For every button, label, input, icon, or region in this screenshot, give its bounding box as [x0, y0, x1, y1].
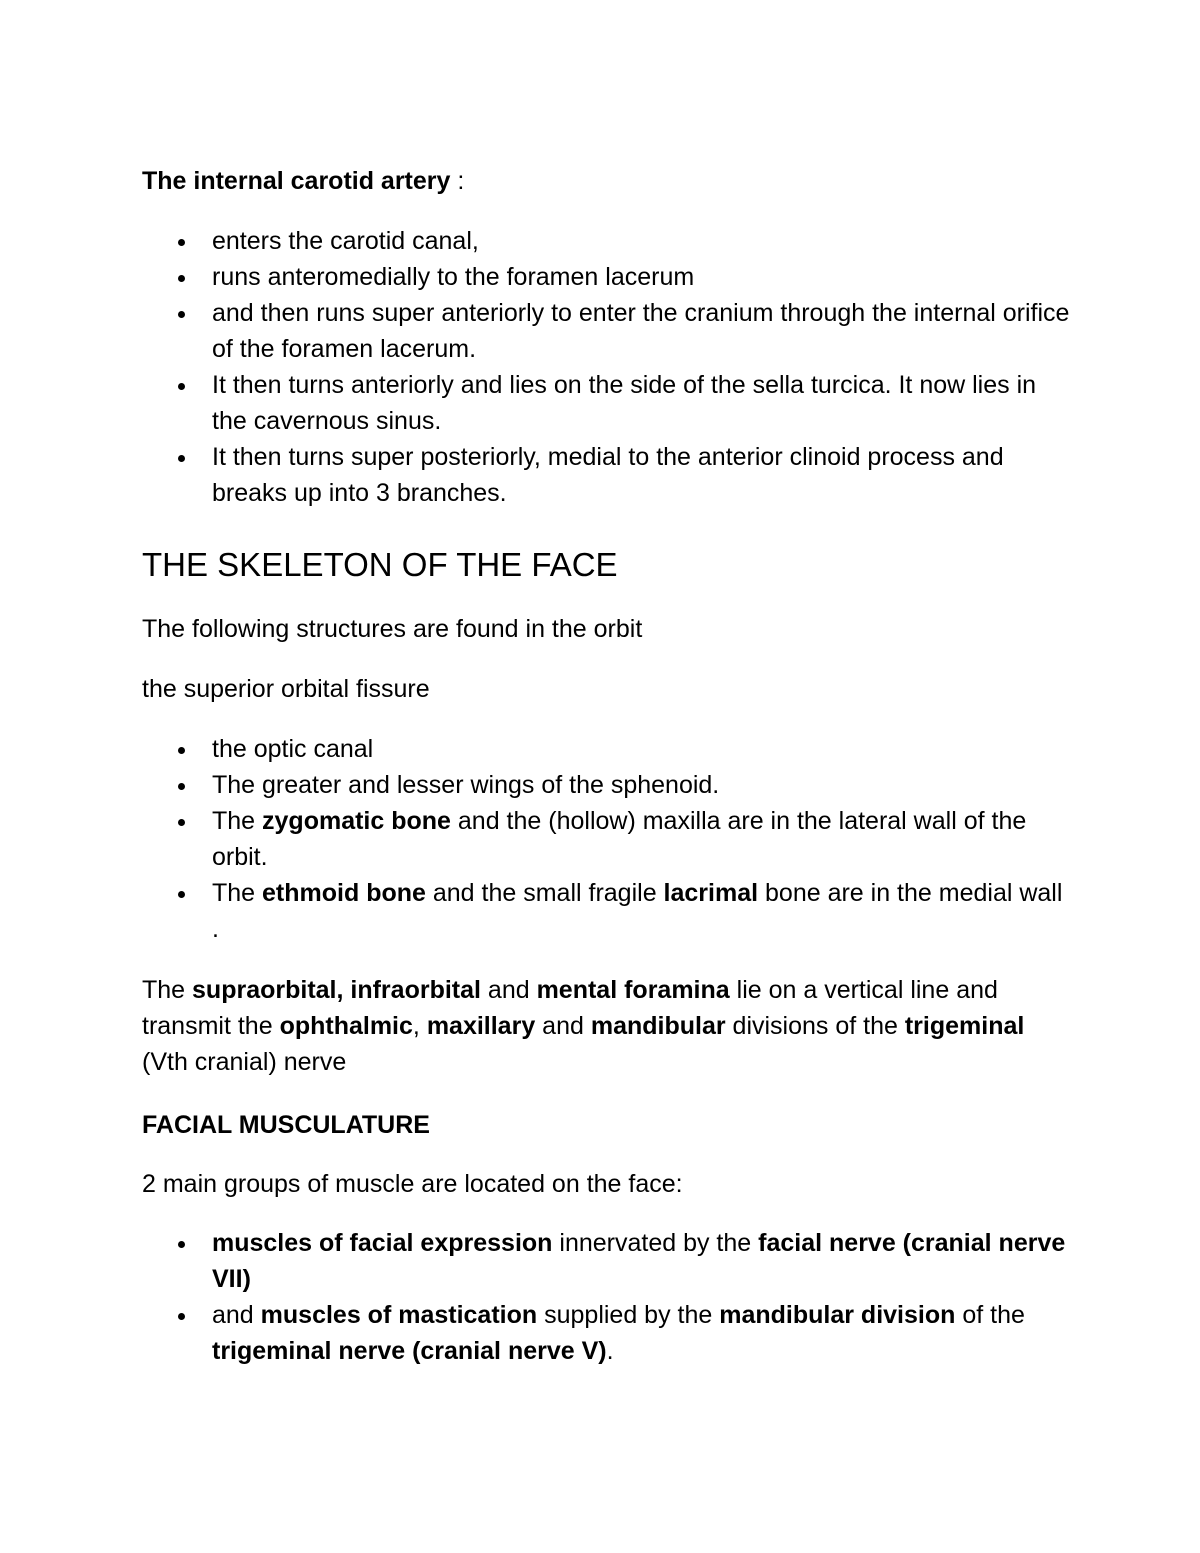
text-run: The [212, 879, 263, 907]
list-item: The greater and lesser wings of the sphenoid. [142, 767, 1072, 803]
bold-term: muscles of facial expression [212, 1229, 553, 1257]
carotid-course-list [142, 223, 1072, 511]
text-run: and the small fragile [425, 879, 664, 907]
text-run: , [412, 1012, 427, 1040]
text-run: . [606, 1337, 614, 1365]
text-run: lie on a vertical line and transmit the [142, 976, 998, 1040]
bold-term: lacrimal [663, 879, 759, 907]
bold-term: maxillary [426, 1012, 536, 1040]
list-item: the optic canal [142, 731, 1072, 767]
bold-term: mental foramina [536, 976, 730, 1004]
text-run: (Vth cranial) nerve [142, 1048, 347, 1076]
bold-term: trigeminal [904, 1012, 1025, 1040]
text-run: of the [955, 1301, 1025, 1329]
carotid-title [142, 163, 1072, 199]
carotid-title-bold: The internal carotid artery [142, 167, 451, 195]
text-run: The [212, 807, 263, 835]
bold-term: ophthalmic [279, 1012, 413, 1040]
bold-term: ethmoid bone [262, 879, 426, 907]
text-run: divisions of the [725, 1012, 905, 1040]
list-item: and then runs super anteriorly to enter the cranium through the internal orifice of the foramen lacerum. [142, 295, 1072, 367]
text-run: and the (hollow) maxilla are in the lateral wall of the orbit. [212, 807, 1027, 871]
bold-term: supraorbital, infraorbital [192, 976, 481, 1004]
bold-term: zygomatic bone [262, 807, 451, 835]
orbit-intro: The following structures are found in the orbit [142, 615, 643, 643]
bold-term: muscles of mastication [260, 1301, 538, 1329]
text-run: and [480, 976, 537, 1004]
bold-term: facial nerve (cranial nerve VII) [212, 1229, 1066, 1293]
text-run: supplied by the [537, 1301, 720, 1329]
text-run: innervated by the [552, 1229, 759, 1257]
bold-term: trigeminal nerve (cranial nerve V) [212, 1337, 607, 1365]
orbit-structures-list [142, 731, 1072, 947]
text-run: and [535, 1012, 591, 1040]
text-run: bone are in the medial wall . [212, 879, 1063, 943]
list-item: It then turns anteriorly and lies on the side of the sella turcica. It now lies in the cavernous sinus. [142, 367, 1072, 439]
carotid-title-colon: : [450, 167, 465, 195]
list-item [142, 1225, 1072, 1297]
skeleton-heading: THE SKELETON OF THE FACE [142, 546, 618, 583]
bold-term: mandibular division [719, 1301, 956, 1329]
bold-term: mandibular [590, 1012, 726, 1040]
list-item: runs anteromedially to the foramen lacerum [142, 259, 1072, 295]
list-item: It then turns super posteriorly, medial to the anterior clinoid process and breaks up into 3 branches. [142, 439, 1072, 511]
foramina-paragraph [142, 972, 1072, 1080]
text-run: The [142, 976, 193, 1004]
list-item [142, 803, 1072, 875]
text-run: and [212, 1301, 261, 1329]
list-item [142, 1297, 1072, 1369]
list-item [142, 875, 1072, 947]
superior-orbital-fissure: the superior orbital fissure [142, 675, 430, 703]
muscle-groups-list [142, 1225, 1072, 1369]
facial-musculature-heading: FACIAL MUSCULATURE [142, 1111, 430, 1139]
list-item: enters the carotid canal, [142, 223, 1072, 259]
muscle-groups-intro: 2 main groups of muscle are located on the face: [142, 1170, 683, 1198]
